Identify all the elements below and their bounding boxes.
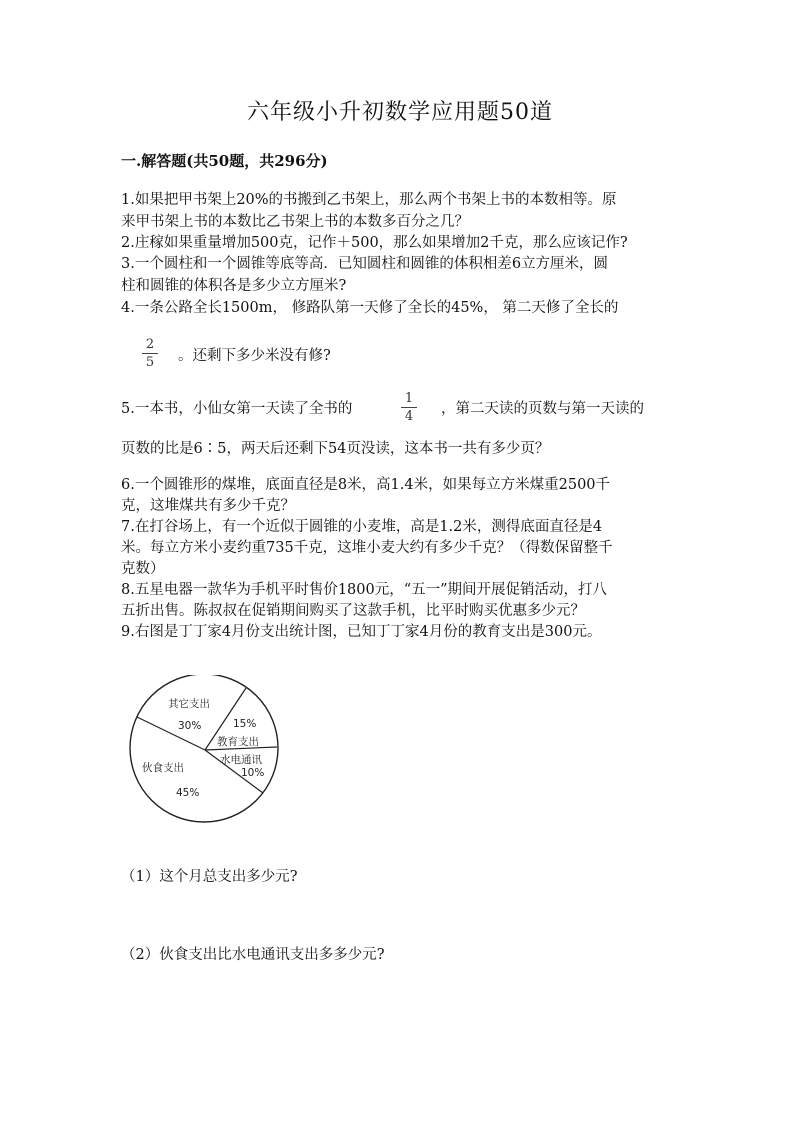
pie-pct-other: 30% bbox=[178, 720, 202, 732]
fraction-numerator: 2 bbox=[142, 336, 158, 354]
fraction-denominator: 4 bbox=[404, 409, 414, 424]
fraction-one-quarter bbox=[401, 390, 417, 425]
question-7-line-1: 7.在打谷场上，有一个近似于圆锥的小麦堆，高是1.2米，测得底面直径是4 bbox=[121, 519, 603, 535]
pie-pct-food: 45% bbox=[176, 787, 200, 799]
pie-pct-util: 10% bbox=[241, 767, 265, 779]
question-6-line-1: 6.一个圆锥形的煤堆，底面直径是8米，高1.4米，如果每立方米煤重2500千 bbox=[121, 477, 611, 493]
page-title: 六年级小升初数学应用题50道 bbox=[247, 100, 553, 125]
question-9: 9.右图是丁丁家4月份支出统计图，已知丁丁家4月份的教育支出是300元。 bbox=[121, 624, 602, 640]
pie-label-util: 水电通讯 bbox=[220, 754, 262, 766]
question-8-line-1: 8.五星电器一款华为手机平时售价1800元，“五一”期间开展促销活动，打八 bbox=[121, 582, 608, 598]
fraction-two-fifths bbox=[142, 336, 158, 371]
question-5-line-1: 5.一本书，小仙女第一天读了全书的 bbox=[121, 401, 353, 417]
question-2: 2.庄稼如果重量增加500克，记作＋500，那么如果增加2千克，那么应该记作? bbox=[121, 235, 628, 251]
question-1-line-1: 1.如果把甲书架上20%的书搬到乙书架上，那么两个书架上书的本数相等。原 bbox=[121, 192, 617, 208]
fraction-denominator: 5 bbox=[145, 355, 155, 370]
sub-question-2: （2）伙食支出比水电通讯支出多多少元? bbox=[121, 947, 385, 963]
question-5-line-2: ，第二天读的页数与第一天读的 bbox=[441, 401, 644, 417]
pie-label-food: 伙食支出 bbox=[142, 762, 184, 774]
question-5-line-3: 页数的比是6∶5，两天后还剩下54页没读，这本书一共有多少页？ bbox=[121, 441, 550, 457]
pie-label-edu: 教育支出 bbox=[217, 736, 259, 748]
question-4-line-2: 。还剩下多少米没有修? bbox=[178, 348, 331, 364]
sub-question-1: （1）这个月总支出多少元? bbox=[121, 869, 298, 885]
question-6-line-2: 克，这堆煤共有多少千克？ bbox=[121, 498, 295, 514]
section-heading: 一.解答题(共50题，共296分) bbox=[121, 152, 328, 170]
expense-pie-chart bbox=[125, 675, 285, 825]
question-7-line-3: 克数） bbox=[121, 561, 165, 577]
pie-label-other: 其它支出 bbox=[168, 698, 210, 710]
question-4-line-1: 4.一条公路全长1500m， 修路队第一天修了全长的45%， 第二天修了全长的 bbox=[121, 300, 619, 316]
question-3-line-2: 柱和圆锥的体积各是多少立方厘米? bbox=[121, 278, 347, 294]
pie-pct-edu: 15% bbox=[233, 718, 257, 730]
question-1-line-2: 来甲书架上书的本数比乙书架上书的本数多百分之几？ bbox=[121, 214, 469, 230]
question-3-line-1: 3.一个圆柱和一个圆锥等底等高．已知圆柱和圆锥的体积相差6立方厘米，圆 bbox=[121, 256, 609, 272]
question-8-line-2: 五折出售。陈叔叔在促销期间购买了这款手机，比平时购买优惠多少元？ bbox=[121, 603, 585, 619]
fraction-numerator: 1 bbox=[401, 390, 417, 408]
question-7-line-2: 米。每立方米小麦约重735千克，这堆小麦大约有多少千克？（得数保留整千 bbox=[121, 540, 613, 556]
